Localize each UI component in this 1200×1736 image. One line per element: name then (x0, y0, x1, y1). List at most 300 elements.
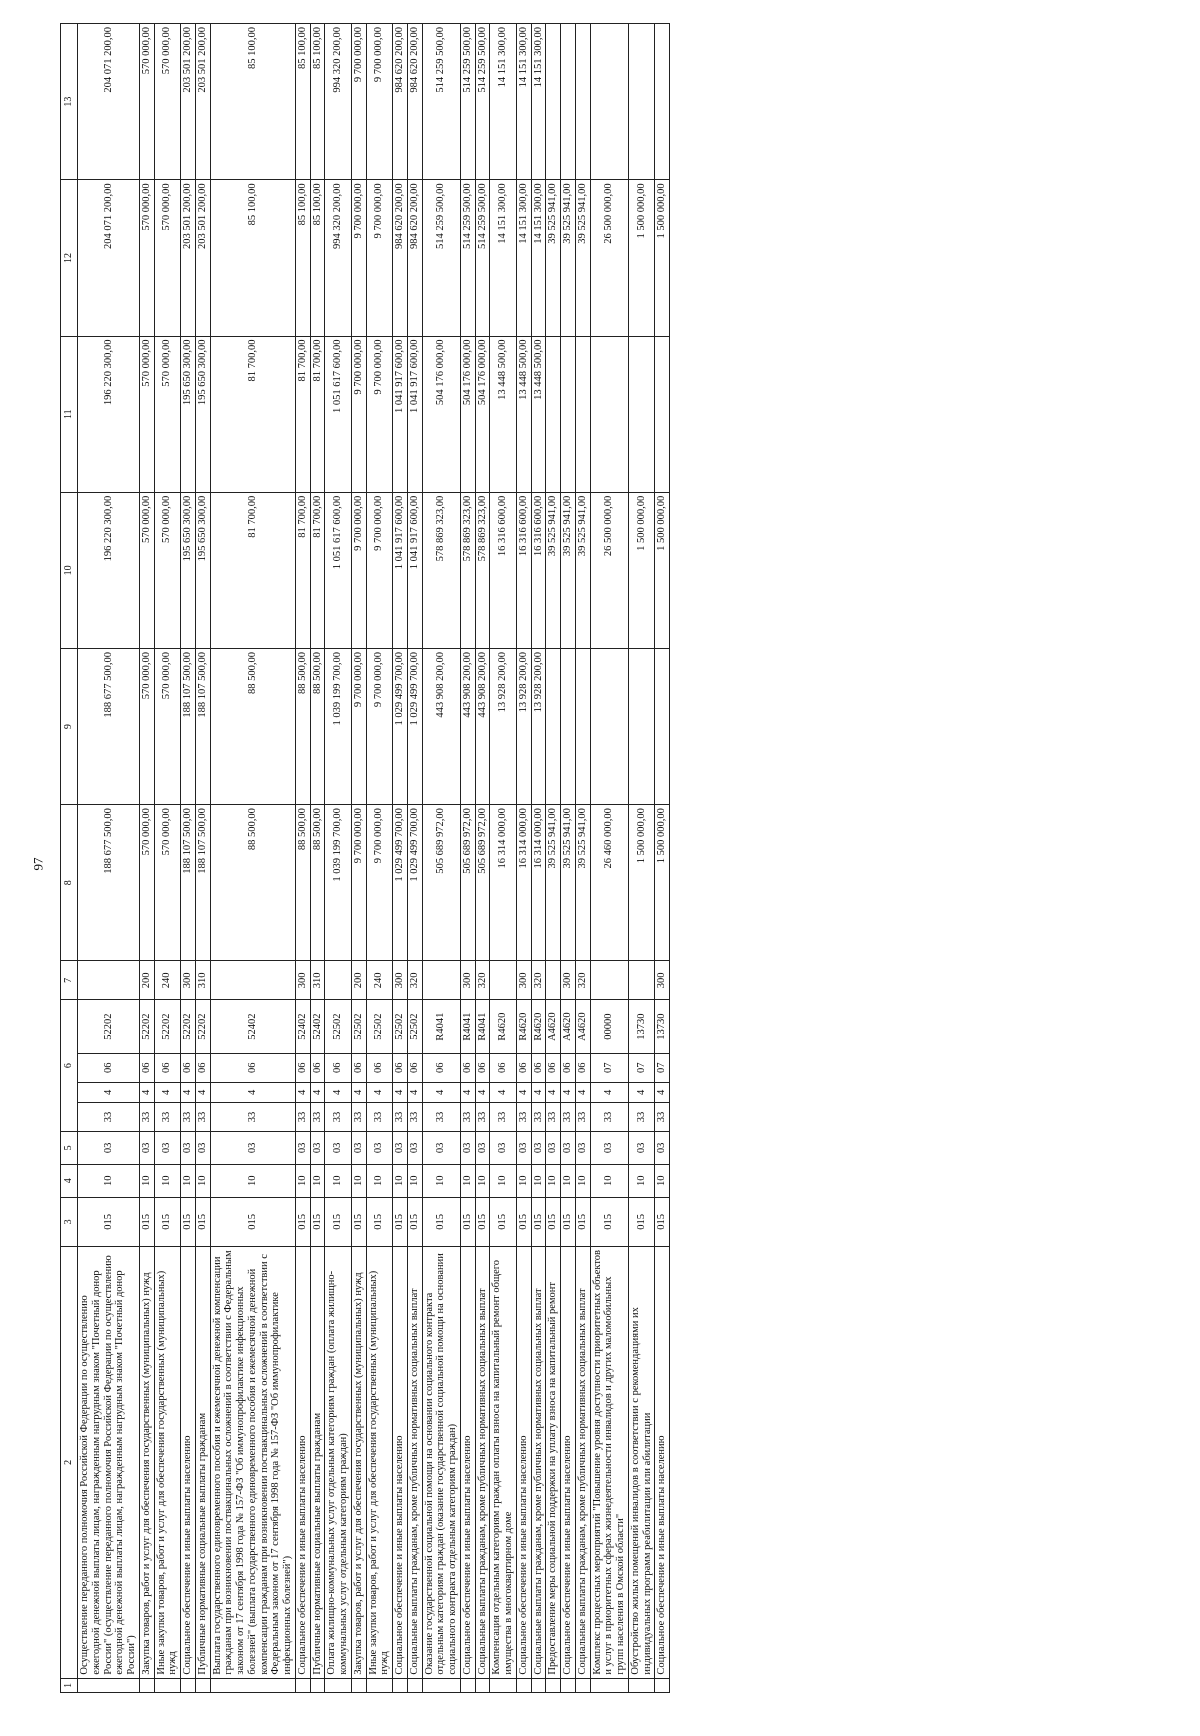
col1-cell (195, 1678, 210, 1692)
program-code-cell: 33 (310, 1103, 325, 1132)
amount-col10-cell: 1 041 917 600,00 (407, 492, 422, 648)
amount-col11-cell: 570 000,00 (139, 336, 154, 492)
row-name-cell: Закупка товаров, работ и услуг для обеспечения государственных (муниципальных) нужд (139, 1247, 154, 1679)
amount-col8-cell: 9 700 000,00 (366, 805, 393, 961)
table-row (181, 24, 196, 1693)
row-name-cell: Оказание государственной социальной помощи на основании социального контракта отдельным категориям граждан (оказание государственной социальной помощи на основании социального контракта отдельным категориям граждан) (422, 1247, 460, 1679)
amount-col10-cell: 81 700,00 (310, 492, 325, 648)
subsection-code-cell: 03 (181, 1131, 196, 1164)
amount-col12-cell: 570 000,00 (154, 180, 181, 336)
column-number-2: 2 (61, 1247, 78, 1679)
direction-code-cell: 52502 (366, 1000, 393, 1053)
amount-col8-cell: 39 525 941,00 (561, 805, 576, 961)
program-code-cell: 33 (460, 1103, 475, 1132)
amount-col12-cell: 1 500 000,00 (628, 180, 655, 336)
direction-code-cell: A4620 (546, 1000, 561, 1053)
col1-cell (295, 1678, 310, 1692)
table-row (655, 24, 670, 1693)
direction-code-cell: 52502 (325, 1000, 352, 1053)
amount-col8-cell: 39 525 941,00 (575, 805, 590, 961)
amount-col8-cell: 570 000,00 (139, 805, 154, 961)
direction-code-cell: 00000 (590, 1000, 628, 1053)
amount-col9-cell (590, 648, 628, 804)
subprogram-type-cell: 4 (295, 1082, 310, 1103)
col1-cell (546, 1678, 561, 1692)
table-row (460, 24, 475, 1693)
col1-cell (407, 1678, 422, 1692)
ministry-code-cell: 015 (628, 1197, 655, 1246)
ministry-code-cell: 015 (154, 1197, 181, 1246)
amount-col10-cell: 195 650 300,00 (181, 492, 196, 648)
amount-col12-cell: 14 151 300,00 (516, 180, 531, 336)
subprogram-type-cell: 4 (460, 1082, 475, 1103)
direction-code-cell: R4041 (422, 1000, 460, 1053)
amount-col9-cell (628, 648, 655, 804)
amount-col9-cell: 13 928 200,00 (531, 648, 546, 804)
amount-col11-cell: 504 176 000,00 (475, 336, 490, 492)
amount-col9-cell (575, 648, 590, 804)
row-name-cell: Публичные нормативные социальные выплаты гражданам (310, 1247, 325, 1679)
row-name-cell: Социальное обеспечение и иные выплаты населению (460, 1247, 475, 1679)
ministry-code-cell: 015 (195, 1197, 210, 1246)
col1-cell (460, 1678, 475, 1692)
table-row (295, 24, 310, 1693)
amount-col13-cell (561, 24, 576, 180)
budget-table (60, 23, 670, 1693)
section-code-cell: 10 (210, 1164, 295, 1197)
subprogram-type-cell: 4 (655, 1082, 670, 1103)
expense-type-cell: 310 (195, 961, 210, 1000)
column-number-13: 13 (61, 24, 78, 180)
direction-code-cell: R4041 (475, 1000, 490, 1053)
table-row (366, 24, 393, 1693)
amount-col8-cell: 505 689 972,00 (422, 805, 460, 961)
subprogram-type-cell: 4 (490, 1082, 517, 1103)
table-row (78, 24, 140, 1693)
table-row (422, 24, 460, 1693)
amount-col11-cell (546, 336, 561, 492)
section-code-cell: 10 (295, 1164, 310, 1197)
program-code-cell: 33 (210, 1103, 295, 1132)
amount-col10-cell: 39 525 941,00 (546, 492, 561, 648)
section-code-cell: 10 (393, 1164, 408, 1197)
amount-col9-cell: 570 000,00 (154, 648, 181, 804)
amount-col10-cell: 16 316 600,00 (490, 492, 517, 648)
program-code-cell: 33 (561, 1103, 576, 1132)
subsection-code-cell: 03 (210, 1131, 295, 1164)
col1-cell (310, 1678, 325, 1692)
complex-code-cell: 06 (422, 1053, 460, 1082)
program-code-cell: 33 (531, 1103, 546, 1132)
col1-cell (475, 1678, 490, 1692)
col1-cell (393, 1678, 408, 1692)
subprogram-type-cell: 4 (516, 1082, 531, 1103)
amount-col9-cell (561, 648, 576, 804)
ministry-code-cell: 015 (325, 1197, 352, 1246)
amount-col12-cell: 204 071 200,00 (78, 180, 140, 336)
amount-col9-cell: 443 908 200,00 (422, 648, 460, 804)
subsection-code-cell: 03 (407, 1131, 422, 1164)
program-code-cell: 33 (154, 1103, 181, 1132)
ministry-code-cell: 015 (310, 1197, 325, 1246)
row-name-cell: Социальные выплаты гражданам, кроме публичных нормативных социальных выплат (575, 1247, 590, 1679)
amount-col8-cell: 16 314 000,00 (516, 805, 531, 961)
complex-code-cell: 06 (516, 1053, 531, 1082)
column-number-7: 7 (61, 961, 78, 1000)
row-name-cell: Оплата жилищно-коммунальных услуг отдельным категориям граждан (оплата жилищно-коммунальных услуг отдельным категориям граждан) (325, 1247, 352, 1679)
complex-code-cell: 07 (655, 1053, 670, 1082)
amount-col8-cell: 505 689 972,00 (460, 805, 475, 961)
amount-col9-cell: 1 029 499 700,00 (407, 648, 422, 804)
ministry-code-cell: 015 (407, 1197, 422, 1246)
section-code-cell: 10 (195, 1164, 210, 1197)
section-code-cell: 10 (460, 1164, 475, 1197)
direction-code-cell: 52202 (181, 1000, 196, 1053)
amount-col11-cell: 81 700,00 (295, 336, 310, 492)
amount-col10-cell: 9 700 000,00 (366, 492, 393, 648)
row-name-cell: Социальные выплаты гражданам, кроме публичных нормативных социальных выплат (475, 1247, 490, 1679)
table-row (490, 24, 517, 1693)
subprogram-type-cell: 4 (407, 1082, 422, 1103)
complex-code-cell: 06 (325, 1053, 352, 1082)
amount-col9-cell: 188 107 500,00 (195, 648, 210, 804)
amount-col10-cell: 1 500 000,00 (655, 492, 670, 648)
table-row (154, 24, 181, 1693)
complex-code-cell: 06 (78, 1053, 140, 1082)
program-code-cell: 33 (516, 1103, 531, 1132)
col1-cell (351, 1678, 366, 1692)
direction-code-cell: 13730 (628, 1000, 655, 1053)
column-number-8: 8 (61, 805, 78, 961)
column-number-11: 11 (61, 336, 78, 492)
amount-col9-cell: 443 908 200,00 (460, 648, 475, 804)
table-row (590, 24, 628, 1693)
amount-col10-cell: 578 869 323,00 (422, 492, 460, 648)
column-number-1: 1 (61, 1678, 78, 1692)
expense-type-cell (628, 961, 655, 1000)
amount-col13-cell: 14 151 300,00 (531, 24, 546, 180)
section-code-cell: 10 (628, 1164, 655, 1197)
amount-col13-cell (628, 24, 655, 180)
table-row (351, 24, 366, 1693)
amount-col11-cell: 570 000,00 (154, 336, 181, 492)
expense-type-cell: 320 (531, 961, 546, 1000)
complex-code-cell: 06 (475, 1053, 490, 1082)
program-code-cell: 33 (490, 1103, 517, 1132)
amount-col9-cell: 88 500,00 (295, 648, 310, 804)
amount-col8-cell: 26 460 000,00 (590, 805, 628, 961)
amount-col8-cell: 88 500,00 (310, 805, 325, 961)
complex-code-cell: 06 (181, 1053, 196, 1082)
ministry-code-cell: 015 (590, 1197, 628, 1246)
program-code-cell: 33 (351, 1103, 366, 1132)
expense-type-cell: 320 (575, 961, 590, 1000)
amount-col8-cell: 188 677 500,00 (78, 805, 140, 961)
amount-col8-cell: 505 689 972,00 (475, 805, 490, 961)
complex-code-cell: 06 (490, 1053, 517, 1082)
row-name-cell: Социальное обеспечение и иные выплаты населению (516, 1247, 531, 1679)
subprogram-type-cell: 4 (546, 1082, 561, 1103)
amount-col11-cell (655, 336, 670, 492)
subprogram-type-cell: 4 (139, 1082, 154, 1103)
amount-col13-cell: 203 501 200,00 (195, 24, 210, 180)
direction-code-cell: 52502 (351, 1000, 366, 1053)
direction-code-cell: 52202 (154, 1000, 181, 1053)
col1-cell (78, 1678, 140, 1692)
section-code-cell: 10 (561, 1164, 576, 1197)
subprogram-type-cell: 4 (561, 1082, 576, 1103)
subsection-code-cell: 03 (590, 1131, 628, 1164)
expense-type-cell: 200 (351, 961, 366, 1000)
amount-col10-cell: 578 869 323,00 (475, 492, 490, 648)
amount-col9-cell (546, 648, 561, 804)
expense-type-cell: 320 (475, 961, 490, 1000)
complex-code-cell: 06 (154, 1053, 181, 1082)
amount-col8-cell: 1 029 499 700,00 (407, 805, 422, 961)
amount-col10-cell: 9 700 000,00 (351, 492, 366, 648)
subsection-code-cell: 03 (546, 1131, 561, 1164)
row-name-cell: Закупка товаров, работ и услуг для обеспечения государственных (муниципальных) нужд (351, 1247, 366, 1679)
amount-col10-cell: 39 525 941,00 (575, 492, 590, 648)
section-code-cell: 10 (475, 1164, 490, 1197)
amount-col10-cell: 81 700,00 (210, 492, 295, 648)
expense-type-cell: 300 (655, 961, 670, 1000)
row-name-cell: Социальное обеспечение и иные выплаты населению (181, 1247, 196, 1679)
amount-col11-cell: 81 700,00 (210, 336, 295, 492)
subprogram-type-cell: 4 (531, 1082, 546, 1103)
amount-col9-cell: 443 908 200,00 (475, 648, 490, 804)
direction-code-cell: 52502 (393, 1000, 408, 1053)
expense-type-cell (325, 961, 352, 1000)
subprogram-type-cell: 4 (351, 1082, 366, 1103)
subsection-code-cell: 03 (575, 1131, 590, 1164)
complex-code-cell: 06 (310, 1053, 325, 1082)
program-code-cell: 33 (546, 1103, 561, 1132)
section-code-cell: 10 (575, 1164, 590, 1197)
amount-col12-cell: 85 100,00 (210, 180, 295, 336)
complex-code-cell: 07 (628, 1053, 655, 1082)
amount-col13-cell: 203 501 200,00 (181, 24, 196, 180)
ministry-code-cell: 015 (422, 1197, 460, 1246)
amount-col9-cell: 88 500,00 (310, 648, 325, 804)
amount-col8-cell: 1 500 000,00 (628, 805, 655, 961)
direction-code-cell: 52202 (78, 1000, 140, 1053)
expense-type-cell: 300 (393, 961, 408, 1000)
amount-col10-cell: 26 500 000,00 (590, 492, 628, 648)
subprogram-type-cell: 4 (210, 1082, 295, 1103)
program-code-cell: 33 (195, 1103, 210, 1132)
amount-col9-cell: 9 700 000,00 (366, 648, 393, 804)
section-code-cell: 10 (516, 1164, 531, 1197)
row-name-cell: Компенсация отдельным категориям граждан оплаты взноса на капитальный ремонт общего имущества в многоквартирном доме (490, 1247, 517, 1679)
program-code-cell: 33 (422, 1103, 460, 1132)
table-row (561, 24, 576, 1693)
ministry-code-cell: 015 (490, 1197, 517, 1246)
row-name-cell: Иные закупки товаров, работ и услуг для обеспечения государственных (муниципальных) нужд (366, 1247, 393, 1679)
amount-col8-cell: 188 107 500,00 (195, 805, 210, 961)
col1-cell (655, 1678, 670, 1692)
row-name-cell: Иные закупки товаров, работ и услуг для обеспечения государственных (муниципальных) нужд (154, 1247, 181, 1679)
direction-code-cell: 52402 (210, 1000, 295, 1053)
amount-col13-cell: 204 071 200,00 (78, 24, 140, 180)
amount-col13-cell: 570 000,00 (139, 24, 154, 180)
amount-col11-cell: 195 650 300,00 (195, 336, 210, 492)
amount-col11-cell: 81 700,00 (310, 336, 325, 492)
subsection-code-cell: 03 (310, 1131, 325, 1164)
amount-col8-cell: 188 107 500,00 (181, 805, 196, 961)
ministry-code-cell: 015 (516, 1197, 531, 1246)
section-code-cell: 10 (655, 1164, 670, 1197)
col1-cell (325, 1678, 352, 1692)
amount-col13-cell: 9 700 000,00 (366, 24, 393, 180)
amount-col9-cell: 13 928 200,00 (516, 648, 531, 804)
table-row (139, 24, 154, 1693)
row-name-cell: Выплата государственного единовременного пособия и ежемесячной денежной компенсации гражданам при возникновении поствакцинальных осложнений в соответствии с Федеральным законом от 17 сентября 1998 года № 157-ФЗ "Об иммунопрофилактике инфекционных болезней" (выплата государственного единовременного пособия и ежемесячной денежной компенсации гражданам при возникновении поствакцинальных осложнений в соответствии с Федеральным законом от 17 сентября 1998 года № 157-ФЗ "Об иммунопрофилактике инфекционных болезней") (210, 1247, 295, 1679)
subsection-code-cell: 03 (628, 1131, 655, 1164)
amount-col8-cell: 9 700 000,00 (351, 805, 366, 961)
subsection-code-cell: 03 (154, 1131, 181, 1164)
amount-col10-cell: 39 525 941,00 (561, 492, 576, 648)
program-code-cell: 33 (575, 1103, 590, 1132)
section-code-cell: 10 (422, 1164, 460, 1197)
column-number-5: 5 (61, 1131, 78, 1164)
row-name-cell: Социальные выплаты гражданам, кроме публичных нормативных социальных выплат (531, 1247, 546, 1679)
subprogram-type-cell: 4 (154, 1082, 181, 1103)
amount-col10-cell: 1 051 617 600,00 (325, 492, 352, 648)
amount-col10-cell: 196 220 300,00 (78, 492, 140, 648)
direction-code-cell: R4620 (490, 1000, 517, 1053)
amount-col10-cell: 195 650 300,00 (195, 492, 210, 648)
amount-col8-cell: 570 000,00 (154, 805, 181, 961)
subprogram-type-cell: 4 (422, 1082, 460, 1103)
ministry-code-cell: 015 (655, 1197, 670, 1246)
subprogram-type-cell: 4 (181, 1082, 196, 1103)
row-name-cell: Социальное обеспечение и иные выплаты населению (561, 1247, 576, 1679)
subprogram-type-cell: 4 (195, 1082, 210, 1103)
rotated-page-content (60, 3, 1100, 1693)
amount-col12-cell: 984 620 200,00 (393, 180, 408, 336)
amount-col10-cell: 570 000,00 (154, 492, 181, 648)
complex-code-cell: 06 (460, 1053, 475, 1082)
amount-col11-cell: 9 700 000,00 (351, 336, 366, 492)
program-code-cell: 33 (590, 1103, 628, 1132)
amount-col8-cell: 88 500,00 (210, 805, 295, 961)
amount-col10-cell: 578 869 323,00 (460, 492, 475, 648)
amount-col11-cell: 13 448 500,00 (516, 336, 531, 492)
complex-code-cell: 06 (531, 1053, 546, 1082)
section-code-cell: 10 (351, 1164, 366, 1197)
expense-type-cell (210, 961, 295, 1000)
amount-col8-cell: 1 029 499 700,00 (393, 805, 408, 961)
amount-col12-cell: 514 259 500,00 (422, 180, 460, 336)
amount-col13-cell: 570 000,00 (154, 24, 181, 180)
ministry-code-cell: 015 (546, 1197, 561, 1246)
col1-cell (154, 1678, 181, 1692)
amount-col13-cell (546, 24, 561, 180)
amount-col13-cell (655, 24, 670, 180)
complex-code-cell: 06 (546, 1053, 561, 1082)
subprogram-type-cell: 4 (393, 1082, 408, 1103)
amount-col12-cell: 9 700 000,00 (351, 180, 366, 336)
amount-col11-cell: 195 650 300,00 (181, 336, 196, 492)
section-code-cell: 10 (546, 1164, 561, 1197)
table-row (575, 24, 590, 1693)
amount-col13-cell: 14 151 300,00 (516, 24, 531, 180)
section-code-cell: 10 (366, 1164, 393, 1197)
direction-code-cell: 52202 (139, 1000, 154, 1053)
program-code-cell: 33 (655, 1103, 670, 1132)
amount-col11-cell: 196 220 300,00 (78, 336, 140, 492)
subsection-code-cell: 03 (295, 1131, 310, 1164)
complex-code-cell: 06 (195, 1053, 210, 1082)
section-code-cell: 10 (78, 1164, 140, 1197)
table-row (546, 24, 561, 1693)
col1-cell (628, 1678, 655, 1692)
complex-code-cell: 07 (590, 1053, 628, 1082)
row-name-cell: Предоставление меры социальной поддержки на уплату взноса на капитальный ремонт (546, 1247, 561, 1679)
expense-type-cell: 320 (407, 961, 422, 1000)
complex-code-cell: 06 (393, 1053, 408, 1082)
amount-col12-cell: 203 501 200,00 (195, 180, 210, 336)
amount-col13-cell: 85 100,00 (295, 24, 310, 180)
amount-col8-cell: 39 525 941,00 (546, 805, 561, 961)
amount-col8-cell: 88 500,00 (295, 805, 310, 961)
amount-col12-cell: 85 100,00 (310, 180, 325, 336)
subsection-code-cell: 03 (475, 1131, 490, 1164)
table-row (628, 24, 655, 1693)
section-code-cell: 10 (590, 1164, 628, 1197)
amount-col10-cell: 81 700,00 (295, 492, 310, 648)
amount-col9-cell (655, 648, 670, 804)
direction-code-cell: 52402 (295, 1000, 310, 1053)
amount-col11-cell (590, 336, 628, 492)
expense-type-cell: 300 (561, 961, 576, 1000)
amount-col12-cell: 1 500 000,00 (655, 180, 670, 336)
amount-col10-cell: 16 316 600,00 (531, 492, 546, 648)
column-number-3: 3 (61, 1197, 78, 1246)
complex-code-cell: 06 (295, 1053, 310, 1082)
section-code-cell: 10 (490, 1164, 517, 1197)
direction-code-cell: A4620 (561, 1000, 576, 1053)
amount-col10-cell: 570 000,00 (139, 492, 154, 648)
complex-code-cell: 06 (210, 1053, 295, 1082)
amount-col11-cell: 1 041 917 600,00 (407, 336, 422, 492)
col1-cell (181, 1678, 196, 1692)
column-number-10: 10 (61, 492, 78, 648)
amount-col12-cell: 85 100,00 (295, 180, 310, 336)
amount-col13-cell: 984 620 200,00 (393, 24, 408, 180)
amount-col12-cell: 514 259 500,00 (460, 180, 475, 336)
program-code-cell: 33 (78, 1103, 140, 1132)
section-code-cell: 10 (407, 1164, 422, 1197)
table-row (210, 24, 295, 1693)
table-row (310, 24, 325, 1693)
direction-code-cell: A4620 (575, 1000, 590, 1053)
column-number-6: 6 (61, 1000, 78, 1132)
subsection-code-cell: 03 (516, 1131, 531, 1164)
amount-col13-cell: 994 320 200,00 (325, 24, 352, 180)
table-row (407, 24, 422, 1693)
subsection-code-cell: 03 (490, 1131, 517, 1164)
expense-type-cell: 300 (516, 961, 531, 1000)
section-code-cell: 10 (154, 1164, 181, 1197)
amount-col11-cell: 1 041 917 600,00 (393, 336, 408, 492)
section-code-cell: 10 (531, 1164, 546, 1197)
col1-cell (561, 1678, 576, 1692)
amount-col11-cell (575, 336, 590, 492)
program-code-cell: 33 (628, 1103, 655, 1132)
complex-code-cell: 06 (407, 1053, 422, 1082)
